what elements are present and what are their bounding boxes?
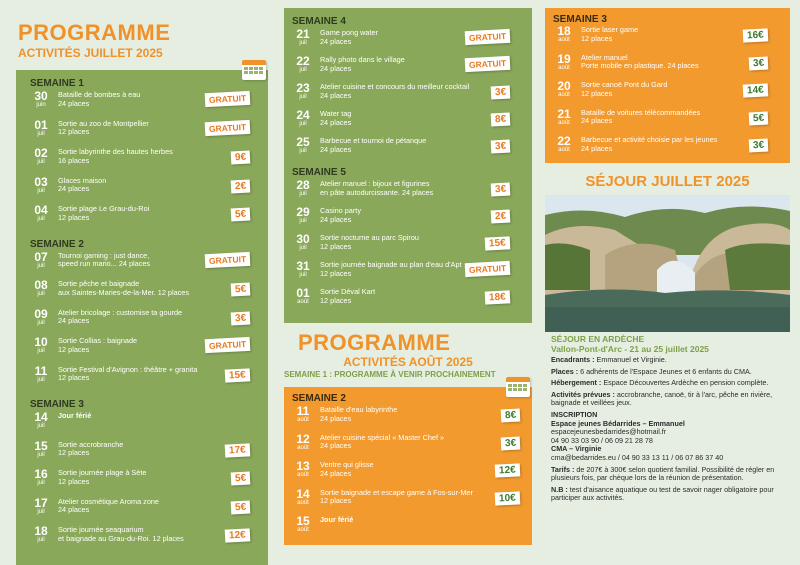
august-week1-label: SEMAINE 1 :: [284, 370, 333, 379]
activity-month: juil: [299, 148, 307, 154]
activity-date: [28, 497, 54, 516]
activity-date: [290, 460, 316, 479]
nb-text: test d'aisance aquatique ou test de savoir nager obligatoire pour participer aux activités.: [551, 484, 774, 503]
calendar-icon: [506, 377, 530, 397]
activity-date: [28, 411, 54, 430]
activity-text: Water tag 24 places: [320, 109, 352, 127]
ardeche-photo: [545, 195, 790, 332]
price-badge: 5€: [231, 472, 251, 486]
activity-day: 19: [557, 51, 571, 66]
july-panel: [16, 70, 268, 565]
free-badge: GRATUIT: [465, 56, 511, 72]
activity-day: 23: [296, 81, 310, 95]
week-label: SEMAINE 3: [30, 399, 84, 410]
week-label: SEMAINE 2: [30, 238, 84, 250]
price-badge: 15€: [225, 368, 250, 382]
activity-date: [290, 233, 316, 252]
activity-day: 11: [34, 363, 48, 378]
activity-date: [28, 251, 54, 270]
activity-row: [284, 55, 532, 82]
activity-text: Jour férié: [58, 411, 92, 420]
activity-text: Barbecue et tournoi de pétanque 24 places: [320, 136, 427, 154]
activity-day: 07: [34, 249, 48, 264]
activity-month: août: [297, 527, 309, 533]
sejour-info: [551, 334, 787, 506]
activity-text: Sortie baignade et escape game à Fos-sur-Mer 12 places: [320, 487, 473, 505]
activity-text: Atelier manuel : bijoux et figurines en pâte autodurcissante. 24 places: [320, 179, 434, 197]
price-badge: 14€: [743, 83, 768, 97]
activity-day: 21: [296, 27, 310, 41]
activity-date: [290, 55, 316, 74]
price-badge: 3€: [491, 86, 511, 100]
activity-text: Sortie journée seaquarium et baignade au Grau-du-Roi. 12 places: [58, 525, 184, 543]
activity-date: [290, 179, 316, 198]
encadrants-label: Encadrants :: [551, 355, 595, 364]
activity-month: juil: [37, 319, 45, 326]
inscription-heading: INSCRIPTION: [551, 409, 598, 419]
activity-date: [28, 119, 54, 138]
activity-day: 18: [557, 24, 571, 38]
nb-line: [551, 486, 787, 503]
activity-text: Atelier manuel Porte mobile en plastique. 24 places: [581, 52, 699, 70]
activity-row: [16, 440, 268, 469]
price-badge: 12€: [225, 528, 250, 542]
activity-date: [28, 468, 54, 487]
activity-month: juil: [299, 94, 307, 100]
sejour-location: Vallon-Pont-d'Arc - 21 au 25 juillet 2025: [551, 344, 709, 354]
activity-month: juil: [299, 67, 307, 73]
activity-text: Glaces maison 24 places: [58, 175, 107, 193]
july-week4-panel: [284, 8, 532, 323]
activity-month: juil: [37, 291, 45, 297]
activity-day: 02: [34, 146, 48, 160]
activity-day: 28: [296, 178, 310, 192]
week-label: SEMAINE 3: [553, 14, 607, 25]
activity-text: Jour férié: [320, 515, 354, 524]
activity-day: 31: [296, 259, 310, 273]
places-line: [551, 368, 787, 377]
activity-row: [284, 488, 532, 516]
august-title: PROGRAMME: [298, 330, 451, 355]
activity-date: [551, 25, 577, 44]
activity-date: [28, 308, 54, 327]
july-subtitle: ACTIVITÉS JUILLET 2025: [18, 46, 163, 60]
activity-day: 12: [296, 431, 310, 446]
activity-day: 13: [296, 459, 310, 473]
activity-date: [551, 53, 577, 72]
activity-day: 24: [296, 108, 310, 122]
activity-month: juil: [37, 348, 45, 354]
activity-text: Sortie labyrinthe des hautes herbes 16 places: [58, 147, 173, 165]
activity-row: [16, 204, 268, 233]
activity-date: [28, 147, 54, 166]
sejour-heading: SÉJOUR EN ARDÈCHE: [551, 334, 645, 344]
free-badge: GRATUIT: [465, 261, 511, 277]
activity-row: [284, 28, 532, 55]
activity-month: août: [297, 417, 309, 423]
activity-row: [16, 365, 268, 394]
activity-day: 15: [296, 514, 310, 528]
ej-contact-details[interactable]: espacejeunesbedarrides@hotmail.fr 04 90 33 03 90 / 06 09 21 28 78: [551, 427, 667, 445]
activity-month: août: [297, 499, 309, 506]
places-label: Places :: [551, 366, 579, 376]
price-badge: 5€: [231, 500, 251, 514]
activity-text: Rally photo dans le village 24 places: [320, 55, 405, 73]
hebergement-label: Hébergement :: [551, 378, 602, 388]
activity-text: Barbecue et activité choisie par les jeunes 24 places: [581, 135, 718, 153]
activity-month: juil: [37, 187, 45, 194]
activity-month: août: [558, 92, 570, 98]
activity-date: [28, 279, 54, 298]
activity-day: 17: [34, 495, 48, 510]
price-badge: 2€: [491, 210, 511, 224]
activity-row: [16, 251, 268, 280]
activity-date: [290, 260, 316, 279]
activity-month: juil: [37, 508, 45, 515]
activity-month: juil: [37, 159, 45, 165]
activity-row: [16, 336, 268, 365]
activity-month: juil: [299, 245, 307, 251]
activity-day: 15: [34, 438, 48, 453]
price-badge: 3€: [491, 140, 511, 154]
activity-row: [284, 405, 532, 433]
activity-row: [284, 460, 532, 488]
activity-month: août: [297, 299, 309, 305]
activites-line: [551, 391, 787, 408]
activity-month: juil: [299, 121, 307, 127]
activity-date: [290, 287, 316, 306]
free-badge: GRATUIT: [205, 337, 251, 353]
price-badge: 5€: [231, 283, 251, 297]
ej-contact-name: Espace jeunes Bédarrides – Emmanuel: [551, 418, 685, 428]
activity-day: 01: [296, 286, 310, 300]
price-badge: 3€: [501, 436, 521, 450]
activity-day: 20: [557, 79, 571, 93]
price-badge: 5€: [231, 208, 251, 222]
activity-date: [290, 433, 316, 452]
activity-day: 25: [296, 135, 310, 149]
price-badge: 18€: [485, 290, 510, 304]
activity-text: Bataille de bombes à eau 24 places: [58, 90, 141, 108]
activity-text: Sortie plage Le Grau-du-Roi 12 places: [58, 204, 150, 222]
activity-row: [16, 525, 268, 554]
activity-row: [284, 287, 532, 314]
activity-day: 10: [34, 335, 48, 349]
hebergement-text: Espace Découvertes Ardèche en pension complète.: [601, 378, 769, 388]
price-badge: 2€: [231, 179, 251, 193]
activity-row: [16, 468, 268, 497]
activity-month: août: [558, 147, 570, 153]
activity-date: [290, 109, 316, 128]
activity-row: [545, 135, 790, 163]
price-badge: 16€: [743, 28, 768, 42]
activity-text: Sortie pêche et baignade aux Saintes-Maries-de-la-Mer. 12 places: [58, 279, 189, 297]
activity-month: juil: [37, 262, 45, 269]
encadrants-text: Emmanuel et Virginie.: [594, 355, 667, 364]
price-badge: 5€: [749, 111, 769, 125]
activity-text: Atelier cuisine spécial « Master Chef » 24 places: [320, 432, 445, 450]
price-badge: 8€: [501, 409, 521, 423]
activity-row: [284, 82, 532, 109]
august-week3-panel: [545, 8, 790, 163]
activity-day: 11: [296, 404, 310, 418]
nb-label: N.B :: [551, 484, 568, 494]
price-badge: 9€: [231, 151, 251, 165]
activity-row: [16, 497, 268, 526]
activity-row: [545, 108, 790, 136]
activity-text: Bataille d'eau labyrinthe 24 places: [320, 405, 398, 423]
activity-row: [284, 233, 532, 260]
activity-month: août: [558, 37, 570, 43]
activity-date: [551, 108, 577, 127]
activity-day: 16: [34, 467, 48, 481]
activity-month: juil: [37, 480, 45, 486]
activity-row: [545, 80, 790, 108]
activity-text: Bataille de voitures télécommandées 24 places: [581, 107, 701, 125]
week-label: SEMAINE 5: [292, 167, 346, 178]
activity-row: [16, 279, 268, 308]
cma-contact-name: CMA – Virginie: [551, 444, 602, 454]
activity-day: 14: [34, 410, 48, 424]
august-panel: [284, 387, 532, 545]
activity-month: juil: [37, 537, 45, 543]
activites-text: accrobranche, canoë, tir à l'arc, pêche en rivière, baignade et veillées jeux.: [551, 389, 773, 408]
activity-date: [290, 136, 316, 155]
price-badge: 10€: [495, 491, 520, 505]
activity-text: Tournoi gaming : just dance, speed run mario... 24 places: [58, 250, 151, 268]
activity-month: août: [297, 444, 309, 451]
activity-day: 22: [557, 134, 571, 148]
activity-date: [290, 488, 316, 507]
activity-text: Sortie Festival d'Avignon : théâtre + granita 12 places: [58, 364, 198, 382]
activity-text: Sortie au zoo de Montpellier 12 places: [58, 118, 149, 136]
activity-date: [28, 90, 54, 109]
activity-date: [290, 405, 316, 424]
activity-date: [290, 515, 316, 534]
activity-row: [16, 147, 268, 176]
activity-text: Atelier cuisine et concours du meilleur cocktail 24 places: [320, 82, 470, 100]
price-badge: 3€: [231, 311, 251, 325]
activity-row: [284, 109, 532, 136]
tarifs-text: de 207€ à 300€ selon quotient familial. Possibilité de régler en plusieurs fois, par chèque lors de la réunion de présentation.: [551, 464, 775, 483]
activity-row: [16, 119, 268, 148]
sejour-title: SÉJOUR JUILLET 2025: [585, 173, 750, 190]
activity-row: [16, 90, 268, 119]
activity-day: 29: [296, 205, 310, 219]
activity-row: [284, 136, 532, 163]
activity-text: Sortie canoë Pont du Gard 12 places: [581, 80, 668, 98]
activity-date: [551, 80, 577, 99]
activity-month: juil: [37, 130, 45, 137]
activity-date: [28, 440, 54, 459]
activity-row: [284, 206, 532, 233]
activity-date: [28, 176, 54, 195]
august-subtitle: ACTIVITÉS AOÛT 2025: [343, 355, 473, 369]
free-badge: GRATUIT: [205, 91, 251, 107]
price-badge: 15€: [485, 236, 510, 250]
activity-text: Atelier bricolage : customise ta gourde 24 places: [58, 307, 183, 325]
activity-month: août: [297, 472, 309, 478]
free-badge: GRATUIT: [205, 251, 251, 267]
free-badge: GRATUIT: [465, 29, 511, 45]
activity-text: Sortie accrobranche 12 places: [58, 439, 124, 457]
activity-text: Sortie nocturne au parc Spirou 12 places: [320, 233, 419, 251]
activity-month: juil: [37, 216, 45, 222]
activity-date: [28, 336, 54, 355]
august-week1-note: [284, 370, 496, 379]
week-label: SEMAINE 4: [292, 16, 346, 27]
activity-day: 30: [296, 232, 310, 246]
activity-day: 04: [34, 203, 48, 217]
tarifs-label: Tarifs :: [551, 464, 575, 474]
price-badge: 17€: [225, 443, 250, 457]
price-badge: 3€: [749, 56, 769, 70]
activity-text: Atelier cosmétique Aroma zone 24 places: [58, 496, 159, 514]
week-label: SEMAINE 2: [292, 393, 346, 404]
week-label: SEMAINE 1: [30, 78, 84, 89]
activity-row: [16, 411, 268, 440]
activity-date: [28, 365, 54, 384]
price-badge: 12€: [495, 463, 520, 477]
hebergement-line: [551, 379, 787, 388]
activity-row: [284, 515, 532, 543]
activity-row: [16, 176, 268, 205]
activity-date: [290, 28, 316, 47]
activity-text: Sortie Déval Kart 12 places: [320, 287, 376, 305]
price-badge: 3€: [749, 139, 769, 153]
activity-month: juil: [37, 423, 45, 429]
july-title: PROGRAMME: [18, 20, 171, 45]
cma-contact-details[interactable]: cma@bedarrides.eu / 04 90 33 13 11 / 06 07 86 37 40: [551, 452, 724, 462]
activity-day: 21: [557, 106, 571, 121]
activity-row: [284, 179, 532, 206]
activity-text: Ventre qui glisse 24 places: [320, 460, 374, 478]
activity-row: [284, 433, 532, 461]
activity-date: [290, 82, 316, 101]
activity-month: juil: [299, 191, 307, 197]
activites-label: Activités prévues :: [551, 389, 615, 399]
activity-text: Game pong water 24 places: [320, 28, 379, 46]
places-text: 6 adhérents de l'Espace Jeunes et 6 enfants du CMA.: [578, 366, 752, 376]
calendar-icon: [242, 60, 266, 80]
encadrants-line: [551, 356, 787, 365]
activity-month: juil: [299, 40, 307, 46]
price-badge: 3€: [491, 183, 511, 197]
activity-month: août: [558, 119, 570, 126]
activity-row: [284, 260, 532, 287]
activity-day: 08: [34, 278, 48, 292]
free-badge: GRATUIT: [205, 119, 251, 135]
tarifs-line: [551, 466, 787, 483]
activity-day: 30: [34, 89, 48, 103]
activity-date: [28, 204, 54, 223]
august-week1-text: PROGRAMME À VENIR PROCHAINEMENT: [334, 370, 496, 379]
activity-row: [16, 308, 268, 337]
activity-date: [28, 525, 54, 544]
activity-row: [545, 53, 790, 81]
activity-day: 09: [34, 306, 48, 321]
activity-month: juil: [299, 218, 307, 224]
activity-text: Sortie journée baignade au plan d'eau d'Apt 12 places: [320, 260, 462, 278]
activity-text: Sortie journée plage à Sète 12 places: [58, 468, 147, 486]
activity-month: juil: [37, 451, 45, 458]
activity-day: 14: [296, 486, 310, 501]
activity-day: 22: [296, 54, 310, 68]
activity-month: août: [558, 64, 570, 71]
activity-month: juil: [299, 272, 307, 278]
activity-day: 01: [34, 117, 48, 132]
activity-date: [290, 206, 316, 225]
activity-month: juin: [36, 102, 46, 108]
activity-text: Sortie laser game 12 places: [581, 25, 639, 43]
activity-day: 03: [34, 174, 48, 189]
price-badge: 8€: [491, 113, 511, 127]
activity-date: [551, 135, 577, 154]
activity-month: juil: [37, 376, 45, 383]
activity-text: Casino party 24 places: [320, 206, 361, 224]
activity-day: 18: [34, 524, 48, 538]
activity-text: Sortie Collias : baignade 12 places: [58, 336, 138, 354]
activity-row: [545, 25, 790, 53]
